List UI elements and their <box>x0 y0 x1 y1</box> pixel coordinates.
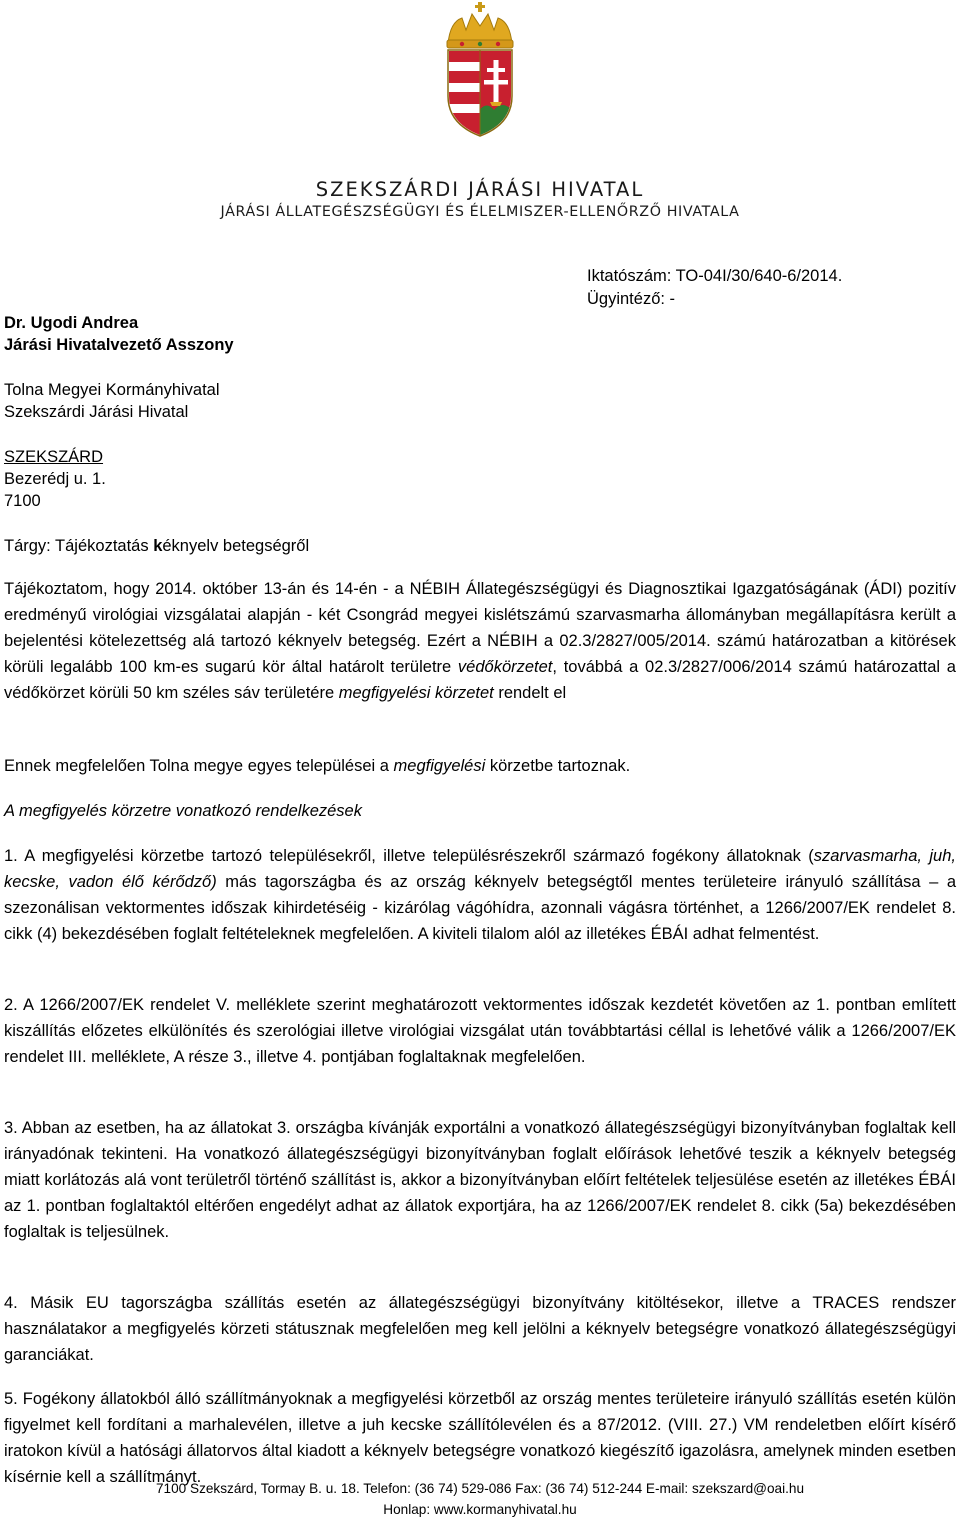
footer-address: 7100 Szekszárd, Tormay B. u. 18. Telefon: (36 74) 529-086 Fax: (36 74) 512-244 E-mail: szekszard@oai.hu <box>155 1481 805 1496</box>
item-3 <box>4 1115 956 1245</box>
item3-text: 3. Abban az esetben, ha az állatokat 3. országba kívánják exportálni a vonatkozó állategészségügyi bizonyítványban foglaltak kell irányadónak tekinteni. Ha vonatkozó állategészségügyi bizonyítványban foglalt előírások lehetővé teszik a kéknyelv betegség miatt korlátozás alá vont területről történő szállítást is, akkor a bizonyítványban előírt feltételek teljesülése esetén az illetékes ÉBÁI az 1. pontban foglaltaktól eltérően engedélyt adhat az állatok exportjára, ha az 1266/2007/EK rendelet 8. cikk (5a) bekezdésében foglaltak is teljesülnek. <box>4 1119 956 1241</box>
recipient-office: Szekszárdi Járási Hivatal <box>4 403 189 421</box>
recipient-name: Dr. Ugodi Andrea <box>4 314 139 332</box>
para2-text-2: megfigyelési <box>393 757 486 775</box>
office-title: SZEKSZÁRDI JÁRÁSI HIVATAL <box>315 178 645 201</box>
item2-text: 2. A 1266/2007/EK rendelet V. melléklete szerint meghatározott vektormentes időszak kezdetét követően az 1. pontban említett kiszállítás előzetes elkülönítés és szerológiai illetve virológiai vizsgálat után továbbtartási céllal is lehetővé válik a 1266/2007/EK rendelet III. melléklete, A része 3., illetve 4. pontjában foglaltaknak megfelelően. <box>4 996 956 1066</box>
intro-text-2: védőkörzetet <box>457 658 553 676</box>
intro-text-1: Tájékoztatom, hogy 2014. október 13-án és 14-én - a NÉBIH Állategészségügyi és Diagnosztikai Igazgatóságának (ÁDI) pozitív eredményű virológiai vizsgálatai alapján - két Csongrád megyei kislétszámú szarvasmarha állományban megállapításra került a bejelentési kötelezettség alá tartozó kéknyelv betegség. Ezért a NÉBIH a 02.3/2827/005/2014. számú határozatban a kitörések körüli legalább 100 km-es sugarú kör által határolt területre <box>4 580 956 676</box>
subject-text-bold: k <box>153 537 163 555</box>
item1-text-b: szarvasmarha, juh, kecske, vadon élő kérődző) <box>4 847 956 891</box>
file-number: Iktatószám: TO-04I/30/640-6/2014. <box>587 267 843 285</box>
recipient-street: Bezerédj u. 1. <box>4 470 106 488</box>
subject-text-post: éknyelv betegségről <box>162 537 310 555</box>
office-subtitle: JÁRÁSI ÁLLATEGÉSZSÉGÜGYI ÉS ÉLELMISZER-ELLENŐRZŐ HIVATALA <box>220 204 740 220</box>
intro-paragraph <box>4 576 956 706</box>
item-1 <box>4 843 956 947</box>
para2-text-1: Ennek megfelelően Tolna megye egyes települései a <box>4 757 394 775</box>
item1-text-c: más tagországba és az ország kéknyelv betegségtől mentes területeire irányuló szállítása – a szezonálisan vektormentes időszak kihirdetéséig - kizárólag vágóhídra, azonnali vágásra történhet, a 1266/2007/EK rendelet 8. cikk (4) bekezdésében foglalt feltételeknek megfelelően. A kiviteli tilalom alól az illetékes ÉBÁI adhat felmentést. <box>4 873 956 943</box>
para2-text-3: körzetbe tartoznak. <box>485 757 631 775</box>
recipient-org: Tolna Megyei Kormányhivatal <box>4 381 220 399</box>
item-2 <box>4 992 956 1070</box>
hungarian-coat-of-arms-icon <box>442 0 518 140</box>
item-4 <box>4 1290 956 1368</box>
intro-text-5: rendelt el <box>493 684 567 702</box>
crown-icon <box>447 2 513 48</box>
recipient-city: SZEKSZÁRD <box>4 448 104 466</box>
item4-text: 4. Másik EU tagországba szállítás esetén az állategészségügyi bizonyítvány kitöltésekor, illetve a TRACES rendszer használatakor a megfigyelés körzeti státusznak megfelelően meg kell jelölni a kéknyelv betegségre vonatkozó állategészségügyi garanciákat. <box>4 1294 956 1364</box>
recipient-zip: 7100 <box>4 492 41 510</box>
recipient-title: Járási Hivatalvezető Asszony <box>4 336 234 354</box>
paragraph-2 <box>4 756 630 776</box>
section-heading: A megfigyelés körzetre vonatkozó rendelkezések <box>4 802 362 820</box>
subject-line <box>4 536 309 556</box>
subject-text-pre: Tájékoztatás <box>50 537 154 555</box>
item5-text: 5. Fogékony állatokból álló szállítmányoknak a megfigyelési körzetből az ország mentes területeire irányuló szállítás esetén külön figyelmet kell fordítani a marhalevélen, illetve a juh kecske szállítólevélen és a 87/2012. (VIII. 27.) VM rendeletben előírt kísérő iratokon kívül a hatósági állatorvos által kiadott a kéknyelv betegségre vonatkozó kiegészítő igazolásra, amelynek minden esetben kísérnie kell a szállítmányt. <box>4 1390 956 1486</box>
item-5 <box>4 1386 956 1490</box>
item1-text-a: 1. A megfigyelési körzetbe tartozó településekről, illetve településrészekről származó fogékony állatoknak ( <box>4 847 814 865</box>
subject-label: Tárgy: <box>4 537 51 555</box>
intro-text-4: megfigyelési körzetet <box>338 684 494 702</box>
footer-homepage: Honlap: www.kormanyhivatal.hu <box>383 1502 577 1517</box>
case-officer: Ügyintéző: - <box>587 290 676 308</box>
intro-text-3: , továbbá a 02.3/2827/006/2014 számú határozattal a védőkörzet körüli 50 km széles sáv területére <box>4 658 956 702</box>
